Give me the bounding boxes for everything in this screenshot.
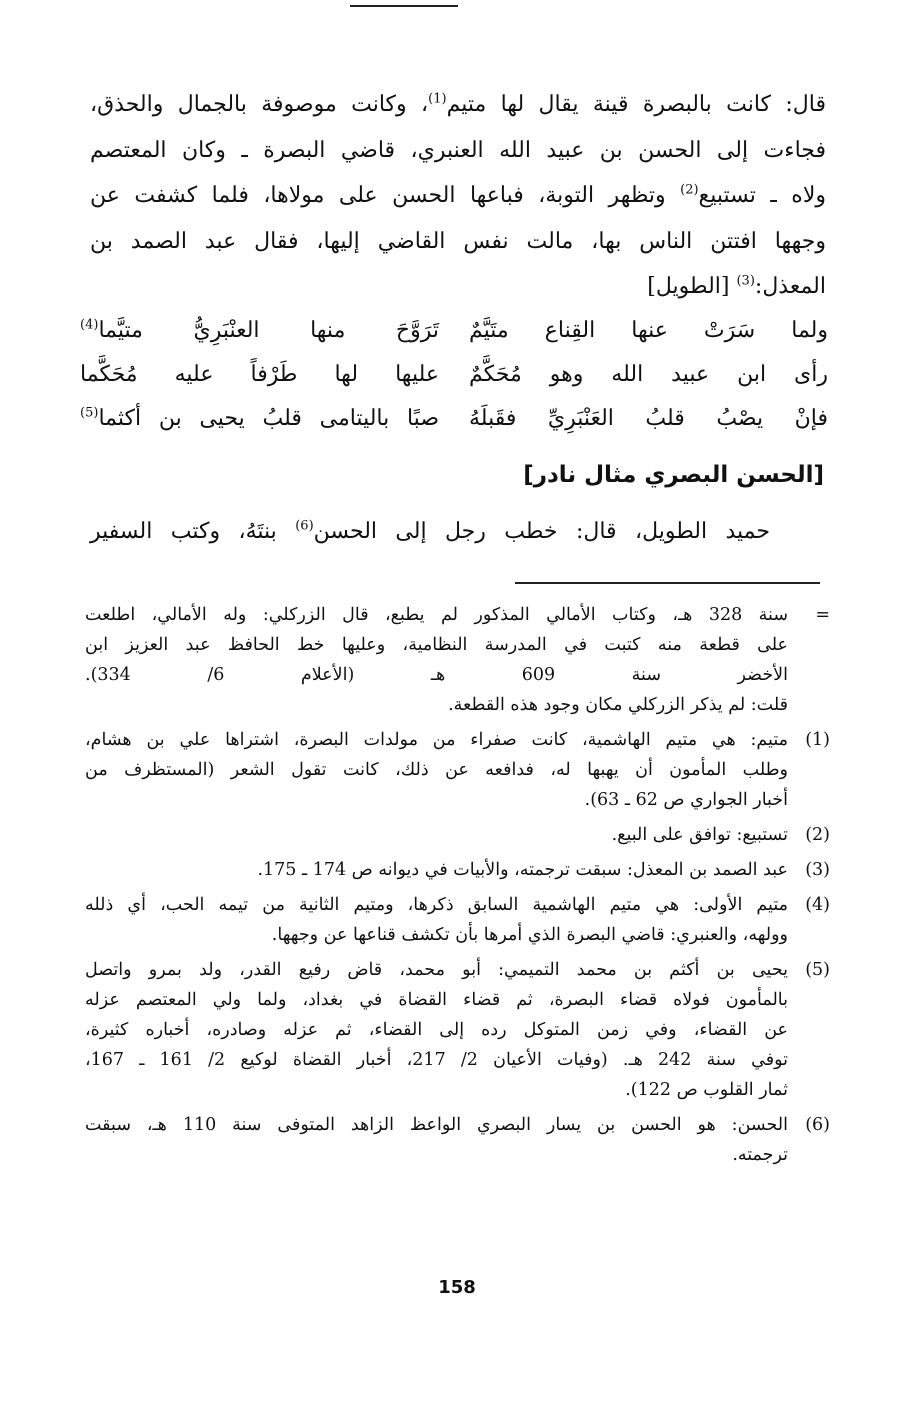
footnote-ref-6: (6) xyxy=(295,518,314,534)
footnote-ref-5: (5) xyxy=(80,405,99,421)
footnote xyxy=(85,855,830,885)
footnote-line: وولهه، والعنبري: قاضي البصرة الذي أمرها بأن تكشف قناعها عن وجهها. xyxy=(271,925,788,945)
footnote-line: أخبار الجواري ص 62 ـ 63). xyxy=(584,790,788,810)
footnote-number: (3) xyxy=(805,860,830,880)
main-line-3: ولاه ـ تستبيع$^{(2)}$ وتظهر التوبة، فباعها الحسن على مولاها، فلما كشفت عن xyxy=(90,182,826,208)
footnote-line: الأخضر سنة 609 هـ (الأعلام 6/ 334). xyxy=(85,665,789,685)
section-paragraph: حميد الطويل، قال: خطب رجل إلى الحسن$^{(6)}$ بنتَهُ، وكتب السفير xyxy=(90,518,770,544)
verse-second-hemistich: صبًا باليتامى قلبُ يحيى بن أكثما$^{(5)}$ xyxy=(80,405,439,431)
footnote-line: وطلب المأمون أن يهبها له، فدافعه عن ذلك، كانت تقول الشعر (المستظرف من xyxy=(85,760,788,780)
footnote-ref-3: (3) xyxy=(736,273,755,289)
footnote-line: سنة 328 هـ، وكتاب الأمالي المذكور لم يطبع، قال الزركلي: وله الأمالي، اطلعت xyxy=(85,605,789,625)
footnote-line: متيم الأولى: هي متيم الهاشمية السابق ذكرها، ومتيم الثانية من تيمه الحب، أي ذلله xyxy=(85,895,788,915)
main-line-2: فجاءت إلى الحسن بن عبيد الله العنبري، قاضي البصرة ـ وكان المعتصم xyxy=(90,137,826,163)
footnote xyxy=(85,600,830,720)
footnote-ref-4: (4) xyxy=(80,317,99,333)
main-line-5: المعذل:$^{(3)}$ [الطويل] xyxy=(647,273,826,299)
verse-first-hemistich: رأى ابن عبيد الله وهو مُحَكَّمٌ xyxy=(469,361,828,387)
poem xyxy=(80,308,828,440)
footnote-line: تستبيع: توافق على البيع. xyxy=(611,825,788,845)
footnote-number: (1) xyxy=(805,730,830,750)
footnote-line: توفي سنة 242 هـ. (وفيات الأعيان 2/ 217، أخبار القضاة لوكيع 2/ 161 ـ 167، xyxy=(85,1050,788,1070)
footnote-line: ثمار القلوب ص 122). xyxy=(625,1080,788,1100)
footnote-line: بالمأمون فولاه قضاء البصرة، ثم قضاء القضاة في بغداد، ولما ولي المعتصم عزله xyxy=(85,990,788,1010)
verse-second-hemistich: تَرَوَّحَ منها العنْبَرِيُّ متيَّما$^{(4)}$ xyxy=(80,317,439,343)
footnote-number: (2) xyxy=(805,825,830,845)
footnote-number: (4) xyxy=(805,895,830,915)
footnote-line: ترجمته. xyxy=(732,1145,788,1165)
poem-verse xyxy=(80,396,828,440)
footnote-line: الحسن: هو الحسن بن يسار البصري الواعظ الزاهد المتوفى سنة 110 هـ، سبقت xyxy=(85,1115,788,1135)
footnote-number: (6) xyxy=(805,1115,830,1135)
footnote-line: عبد الصمد بن المعذل: سبقت ترجمته، والأبيات في ديوانه ص 174 ـ 175. xyxy=(257,860,788,880)
footnote xyxy=(85,1110,830,1170)
footnote xyxy=(85,820,830,850)
footnote-ref-1: (1) xyxy=(428,91,447,107)
section-heading: [الحسن البصري مثال نادر] xyxy=(523,462,824,488)
footnote xyxy=(85,725,830,815)
poem-verse xyxy=(80,352,828,396)
footnotes xyxy=(85,600,830,1175)
page-number: 158 xyxy=(438,1277,476,1298)
footnote-ref-2: (2) xyxy=(680,182,699,198)
verse-first-hemistich: ولما سَرَتْ عنها القِناع متَيَّمٌ xyxy=(469,317,828,343)
footnote-number: (5) xyxy=(805,960,830,980)
footnote xyxy=(85,955,830,1105)
footnote-line: قلت: لم يذكر الزركلي مكان وجود هذه القطعة. xyxy=(448,695,788,715)
main-line-4: وجهها افتتن الناس بها، مالت نفس القاضي إليها، فقال عبد الصمد بن xyxy=(90,228,826,254)
verse-first-hemistich: فإنْ يصْبُ قلبُ العَنْبَرِيِّ فقَبلَهُ xyxy=(469,405,828,431)
footnote-line: عن القضاء، وفي زمن المتوكل رده إلى القضاء، ثم عزله وصادره، أخباره كثيرة، xyxy=(85,1020,788,1040)
footnote xyxy=(85,890,830,950)
main-line-1: قال: كانت بالبصرة قينة يقال لها متيم$^{(1)}$، وكانت موصوفة بالجمال والحذق، xyxy=(90,91,826,117)
verse-second-hemistich: عليها لها طَرْفاً عليه مُحَكَّما xyxy=(80,361,439,387)
poem-verse xyxy=(80,308,828,352)
footnote-line: على قطعة منه كتبت في المدرسة النظامية، وعليها خط الحافظ عبد العزيز ابن xyxy=(85,635,788,655)
main-paragraph xyxy=(90,82,826,310)
footnote-separator xyxy=(515,582,820,584)
top-rule xyxy=(350,5,458,7)
footnote-line: متيم: هي متيم الهاشمية، كانت صفراء من مولدات البصرة، اشتراها علي بن هشام، xyxy=(85,730,788,750)
footnote-number: = xyxy=(815,605,830,625)
footnote-line: يحيى بن أكثم بن محمد التميمي: أبو محمد، قاض رفيع القدر، ولد بمرو واتصل xyxy=(85,960,788,980)
